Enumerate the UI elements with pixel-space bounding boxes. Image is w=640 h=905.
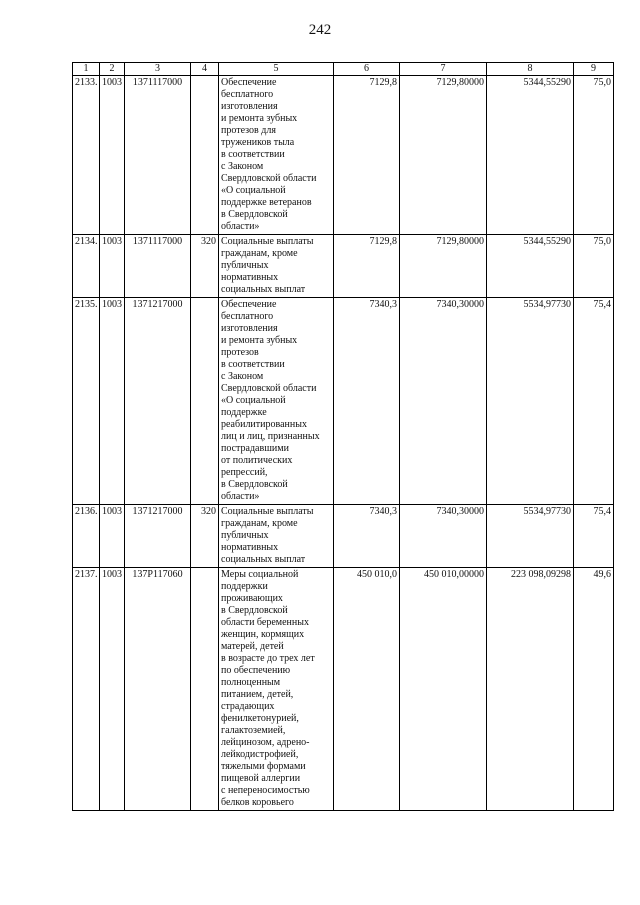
header-cell: 9 [574,63,614,76]
refined-amount: 450 010,00000 [400,568,487,811]
expense-type-code [191,76,219,235]
executed-amount: 223 098,09298 [487,568,574,811]
header-cell: 2 [100,63,125,76]
refined-amount: 7129,80000 [400,76,487,235]
plan-amount: 450 010,0 [334,568,400,811]
table-row [73,568,614,811]
expense-type-code: 320 [191,235,219,298]
refined-amount: 7340,30000 [400,298,487,505]
execution-percent: 75,0 [574,76,614,235]
execution-percent: 49,6 [574,568,614,811]
target-article-code: 137P117060 [125,568,191,811]
table-row [73,298,614,505]
row-number: 2136. [73,505,100,568]
target-article-code: 1371117000 [125,76,191,235]
row-number: 2137. [73,568,100,811]
refined-amount: 7129,80000 [400,235,487,298]
header-cell: 8 [487,63,574,76]
execution-percent: 75,0 [574,235,614,298]
target-article-code: 1371217000 [125,298,191,505]
section-code: 1003 [100,76,125,235]
section-code: 1003 [100,568,125,811]
header-row [73,63,614,76]
table-row [73,505,614,568]
plan-amount: 7340,3 [334,298,400,505]
row-number: 2135. [73,298,100,505]
executed-amount: 5344,55290 [487,235,574,298]
expense-type-code [191,568,219,811]
header-cell: 5 [219,63,334,76]
execution-percent: 75,4 [574,298,614,505]
section-code: 1003 [100,505,125,568]
section-code: 1003 [100,298,125,505]
table-row [73,235,614,298]
plan-amount: 7129,8 [334,235,400,298]
target-article-code: 1371117000 [125,235,191,298]
expense-name: Обеспечение бесплатного изготовления и ремонта зубных протезов в соответствии с Законом Свердловской области «О социальной поддержке реабилитированных лиц и лиц, признанных пострадавшими от политических репрессий, в Свердловской области» [219,298,334,505]
target-article-code: 1371217000 [125,505,191,568]
expense-name: Социальные выплаты гражданам, кроме публичных нормативных социальных выплат [219,505,334,568]
execution-percent: 75,4 [574,505,614,568]
table-row [73,76,614,235]
expense-name: Социальные выплаты гражданам, кроме публичных нормативных социальных выплат [219,235,334,298]
expense-name: Меры социальной поддержки проживающих в Свердловской области беременных женщин, кормящих матерей, детей в возрасте до трех лет по обеспечению полноценным питанием, детей, страдающих фенилкетонурией, галактоземией, лейцинозом, адрено- лейкодистрофией, тяжелыми формами пищевой аллергии с непереносимостью белков коровьего [219,568,334,811]
executed-amount: 5534,97730 [487,505,574,568]
plan-amount: 7340,3 [334,505,400,568]
refined-amount: 7340,30000 [400,505,487,568]
executed-amount: 5344,55290 [487,76,574,235]
plan-amount: 7129,8 [334,76,400,235]
header-cell: 6 [334,63,400,76]
executed-amount: 5534,97730 [487,298,574,505]
page-number: 242 [308,22,332,38]
header-cell: 3 [125,63,191,76]
header-cell: 7 [400,63,487,76]
expense-type-code [191,298,219,505]
expense-type-code: 320 [191,505,219,568]
budget-table [72,62,614,811]
header-cell: 4 [191,63,219,76]
section-code: 1003 [100,235,125,298]
row-number: 2133. [73,76,100,235]
row-number: 2134. [73,235,100,298]
expense-name: Обеспечение бесплатного изготовления и ремонта зубных протезов для тружеников тыла в соответствии с Законом Свердловской области «О социальной поддержке ветеранов в Свердловской области» [219,76,334,235]
header-cell: 1 [73,63,100,76]
